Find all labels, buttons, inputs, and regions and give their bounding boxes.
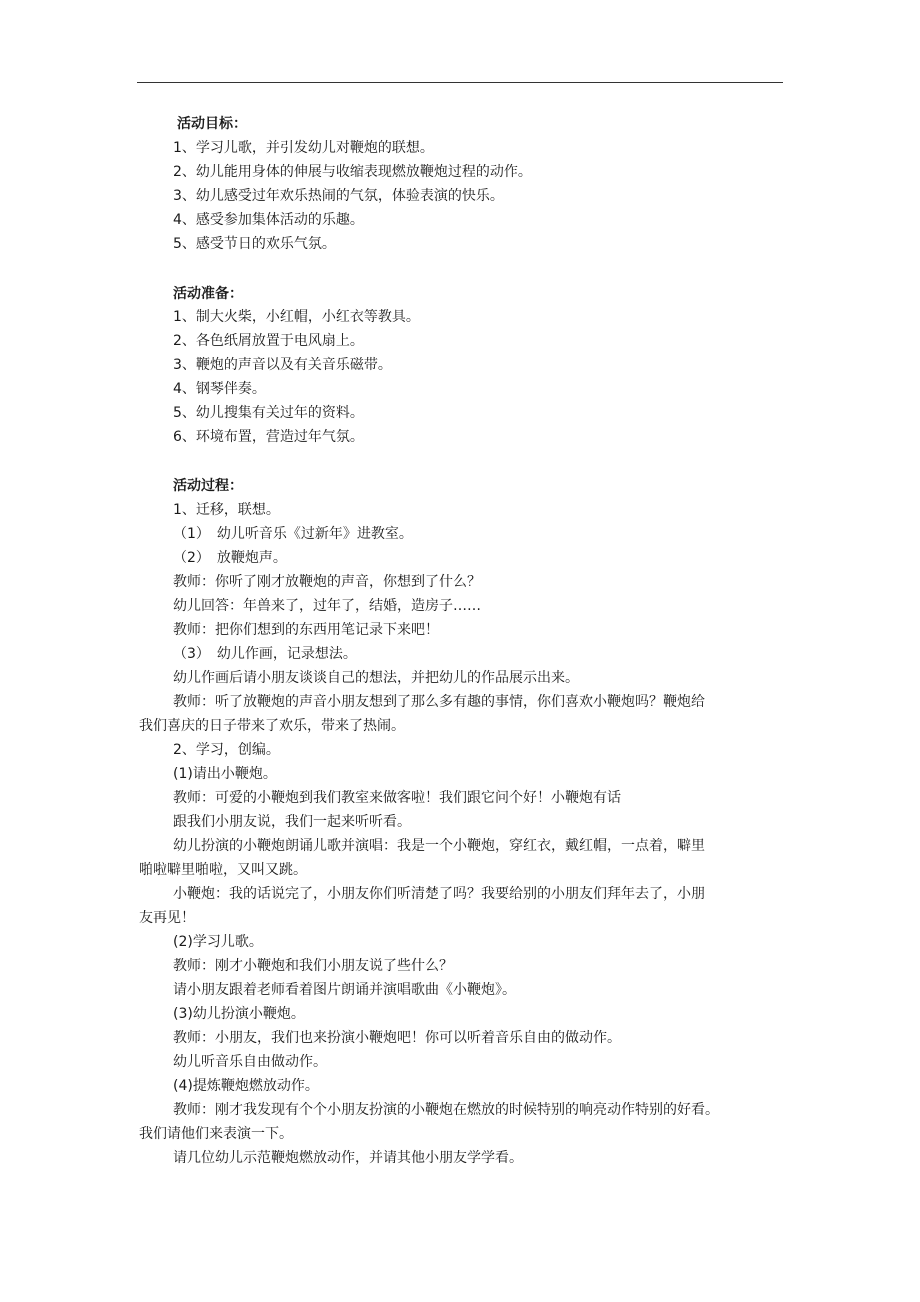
process-line: 教师：刚才我发现有个个小朋友扮演的小鞭炮在燃放的时候特别的响亮动作特别的好看。 [173,1102,719,1118]
preparation-item: 5、幼儿搜集有关过年的资料。 [173,405,364,421]
process-line: 幼儿回答：年兽来了，过年了，结婚，造房子…… [173,598,481,614]
process-line: 请小朋友跟着老师看着图片朗诵并演唱歌曲《小鞭炮》。 [173,982,516,998]
process-line: （3） 幼儿作画，记录想法。 [173,646,357,662]
goal-item: 5、感受节日的欢乐气氛。 [173,236,336,252]
preparation-item: 1、制大火柴，小红帽，小红衣等教具。 [173,309,420,325]
process-line: (4)提炼鞭炮燃放动作。 [173,1078,319,1094]
process-line: 幼儿作画后请小朋友谈谈自己的想法，并把幼儿的作品展示出来。 [173,670,579,686]
process-line: 幼儿听音乐自由做动作。 [173,1054,327,1070]
process-line: 教师：你听了刚才放鞭炮的声音，你想到了什么？ [173,574,481,590]
process-line: 教师：可爱的小鞭炮到我们教室来做客啦！我们跟它问个好！小鞭炮有话 [173,790,621,806]
process-line: (2)学习儿歌。 [173,934,263,950]
process-line: （2） 放鞭炮声。 [173,550,287,566]
process-line: 教师：把你们想到的东西用笔记录下来吧！ [173,622,439,638]
header-rule [137,82,783,83]
section-heading-goals: 活动目标： [177,116,247,132]
goal-item: 3、幼儿感受过年欢乐热闹的气氛，体验表演的快乐。 [173,188,504,204]
process-line: 教师：听了放鞭炮的声音小朋友想到了那么多有趣的事情，你们喜欢小鞭炮吗？鞭炮给 [173,694,705,710]
goal-item: 2、幼儿能用身体的伸展与收缩表现燃放鞭炮过程的动作。 [173,164,532,180]
process-line: 教师：刚才小鞭炮和我们小朋友说了些什么？ [173,958,453,974]
preparation-item: 4、钢琴伴奏。 [173,381,266,397]
process-line: (3)幼儿扮演小鞭炮。 [173,1006,305,1022]
process-line: 跟我们小朋友说，我们一起来听听看。 [173,814,411,830]
preparation-item: 2、各色纸屑放置于电风扇上。 [173,333,364,349]
process-line: 幼儿扮演的小鞭炮朗诵儿歌并演唱：我是一个小鞭炮，穿红衣，戴红帽，一点着，噼里 [173,838,705,854]
goal-item: 4、感受参加集体活动的乐趣。 [173,212,364,228]
process-line: (1)请出小鞭炮。 [173,766,277,782]
process-line: 啪啦噼里啪啦，又叫又跳。 [139,862,307,878]
process-line: 小鞭炮：我的话说完了，小朋友你们听清楚了吗？我要给别的小朋友们拜年去了，小朋 [173,886,705,902]
process-line: 1、迁移，联想。 [173,502,280,518]
process-line: 2、学习，创编。 [173,742,280,758]
preparation-item: 6、环境布置，营造过年气氛。 [173,429,364,445]
process-line: 我们喜庆的日子带来了欢乐，带来了热闹。 [139,718,405,734]
section-heading-preparation: 活动准备： [173,286,243,302]
goal-item: 1、学习儿歌，并引发幼儿对鞭炮的联想。 [173,140,434,156]
preparation-item: 3、鞭炮的声音以及有关音乐磁带。 [173,357,392,373]
section-heading-process: 活动过程： [173,478,243,494]
process-line: 教师：小朋友，我们也来扮演小鞭炮吧！你可以听着音乐自由的做动作。 [173,1030,621,1046]
process-line: 友再见！ [139,910,195,926]
process-line: （1） 幼儿听音乐《过新年》进教室。 [173,526,413,542]
process-line: 我们请他们来表演一下。 [139,1126,293,1142]
process-line: 请几位幼儿示范鞭炮燃放动作，并请其他小朋友学学看。 [173,1150,523,1166]
